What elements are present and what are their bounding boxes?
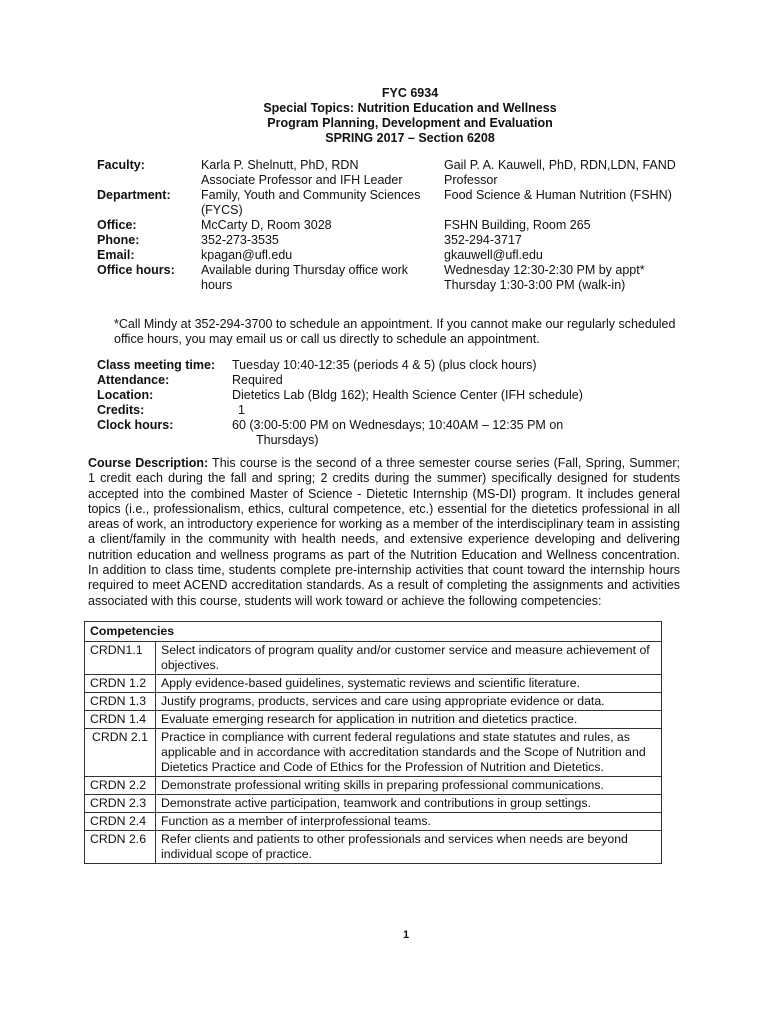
competency-code: CRDN 2.3 [85, 795, 156, 813]
competency-text: Justify programs, products, services and care using appropriate evidence or data. [156, 693, 662, 711]
meeting-time: Tuesday 10:40-12:35 (periods 4 & 5) (plus clock hours) [232, 358, 537, 372]
attendance-label: Attendance: [97, 373, 170, 387]
competency-code: CRDN 1.4 [85, 711, 156, 729]
faculty1-dept-abbr: (FYCS) [201, 203, 243, 217]
competency-text: Function as a member of interprofessional teams. [156, 813, 662, 831]
faculty2-hours-cont: Thursday 1:30-3:00 PM (walk-in) [444, 278, 626, 292]
competency-code: CRDN 2.6 [85, 831, 156, 864]
location-label: Location: [97, 388, 154, 402]
office-hours-label: Office hours: [97, 263, 175, 277]
faculty2-title: Professor [444, 173, 498, 187]
meeting-label: Class meeting time: [97, 358, 216, 372]
faculty1-info [201, 158, 433, 293]
competency-text: Select indicators of program quality and/or customer service and measure achievement of objectives. [156, 642, 662, 675]
competency-text: Refer clients and patients to other professionals and services when needs are beyond individual scope of practice. [156, 831, 662, 864]
class-info-values [232, 358, 672, 448]
department-label: Department: [97, 188, 171, 202]
faculty1-title: Associate Professor and IFH Leader [201, 173, 403, 187]
faculty2-email[interactable]: gkauwell@ufl.edu [444, 248, 543, 262]
course-description-label: Course Description: [88, 456, 209, 470]
competencies-table [84, 621, 662, 864]
competency-text: Evaluate emerging research for application in nutrition and dietetics practice. [156, 711, 662, 729]
faculty1-hours-cont: hours [201, 278, 233, 292]
faculty2-dept: Food Science & Human Nutrition (FSHN) [444, 188, 672, 202]
competency-row [85, 777, 662, 795]
competency-code: CRDN 2.4 [85, 813, 156, 831]
competency-code: CRDN1.1 [85, 642, 156, 675]
faculty1-email[interactable]: kpagan@ufl.edu [201, 248, 293, 262]
appointment-note-line1: *Call Mindy at 352-294-3700 to schedule an appointment. If you cannot make our regularly scheduled [114, 317, 676, 331]
location: Dietetics Lab (Bldg 162); Health Science Center (IFH schedule) [232, 388, 583, 402]
faculty2-info [444, 158, 694, 293]
course-title-line2: Program Planning, Development and Evaluation [267, 116, 553, 130]
attendance: Required [232, 373, 283, 387]
page-number: 1 [402, 929, 410, 941]
faculty1-name: Karla P. Shelnutt, PhD, RDN [201, 158, 359, 172]
competency-row [85, 642, 662, 675]
faculty2-hours: Wednesday 12:30-2:30 PM by appt* [444, 263, 645, 277]
competency-text: Demonstrate active participation, teamwork and contributions in group settings. [156, 795, 662, 813]
competency-row [85, 711, 662, 729]
competency-row [85, 813, 662, 831]
course-description [88, 456, 680, 609]
office-label: Office: [97, 218, 137, 232]
faculty2-office: FSHN Building, Room 265 [444, 218, 591, 232]
competency-row [85, 675, 662, 693]
course-term: SPRING 2017 – Section 6208 [325, 131, 495, 145]
faculty1-office: McCarty D, Room 3028 [201, 218, 332, 232]
faculty1-hours: Available during Thursday office work [201, 263, 409, 277]
course-title-line1: Special Topics: Nutrition Education and Wellness [263, 101, 557, 115]
competency-text: Apply evidence-based guidelines, systematic reviews and scientific literature. [156, 675, 662, 693]
competency-code: CRDN 2.2 [85, 777, 156, 795]
competency-row [85, 693, 662, 711]
appointment-note-line2: office hours, you may email us or call us directly to schedule an appointment. [114, 332, 540, 346]
faculty-label: Faculty: [97, 158, 145, 172]
faculty2-phone: 352-294-3717 [444, 233, 522, 247]
competency-row [85, 831, 662, 864]
competencies-heading: Competencies [85, 622, 662, 642]
credits-label: Credits: [97, 403, 145, 417]
competency-row [85, 795, 662, 813]
course-header [0, 86, 770, 146]
competency-code: CRDN 1.2 [85, 675, 156, 693]
clock-hours-label: Clock hours: [97, 418, 174, 432]
clock-hours-cont: Thursdays) [256, 433, 319, 447]
competency-code: CRDN 1.3 [85, 693, 156, 711]
competency-row [85, 729, 662, 777]
competencies-body [85, 642, 662, 864]
course-number: FYC 6934 [381, 86, 439, 100]
faculty-labels [97, 158, 175, 278]
phone-label: Phone: [97, 233, 140, 247]
faculty2-name: Gail P. A. Kauwell, PhD, RDN,LDN, FAND [444, 158, 676, 172]
competency-text: Practice in compliance with current federal regulations and state statutes and rules, as applicable and in accordance with accreditation standards and the Scope of Nutrition and Dietetics Practice and Code of Ethics for the Profession of Nutrition and Dietetics. [156, 729, 662, 777]
course-description-text: This course is the second of a three semester course series (Fall, Spring, Summer; 1 credit each during the fall and spring; 2 credits during the summer) specifically designed for students accepted into the combined Master of Science - Dietetic Internship (MS-DI) program. It includes general topics (i.e., professionalism, ethics, cultural competence, etc.) essential for the dietetics professional in all areas of work, an introductory experience for working as a member of the interdisciplinary team in assisting a client/family in the community with health needs, and extensive experience developing and delivering nutrition education and wellness programs as part of the Nutrition Education and Wellness concentration. In addition to class time, students complete pre-internship activities that count toward the internship hours required to meet ACEND accreditation standards. As a result of completing the assignments and activities associated with this course, students will work toward or achieve the following competencies: [88, 456, 680, 608]
competency-text: Demonstrate professional writing skills in preparing professional communications. [156, 777, 662, 795]
competency-code: CRDN 2.1 [85, 729, 156, 777]
faculty1-phone: 352-273-3535 [201, 233, 279, 247]
email-label: Email: [97, 248, 135, 262]
clock-hours: 60 (3:00-5:00 PM on Wednesdays; 10:40AM – 12:35 PM on [232, 418, 564, 432]
class-info-labels [97, 358, 215, 433]
credits: 1 [238, 403, 245, 417]
appointment-note [114, 317, 694, 347]
faculty1-dept: Family, Youth and Community Sciences [201, 188, 421, 202]
